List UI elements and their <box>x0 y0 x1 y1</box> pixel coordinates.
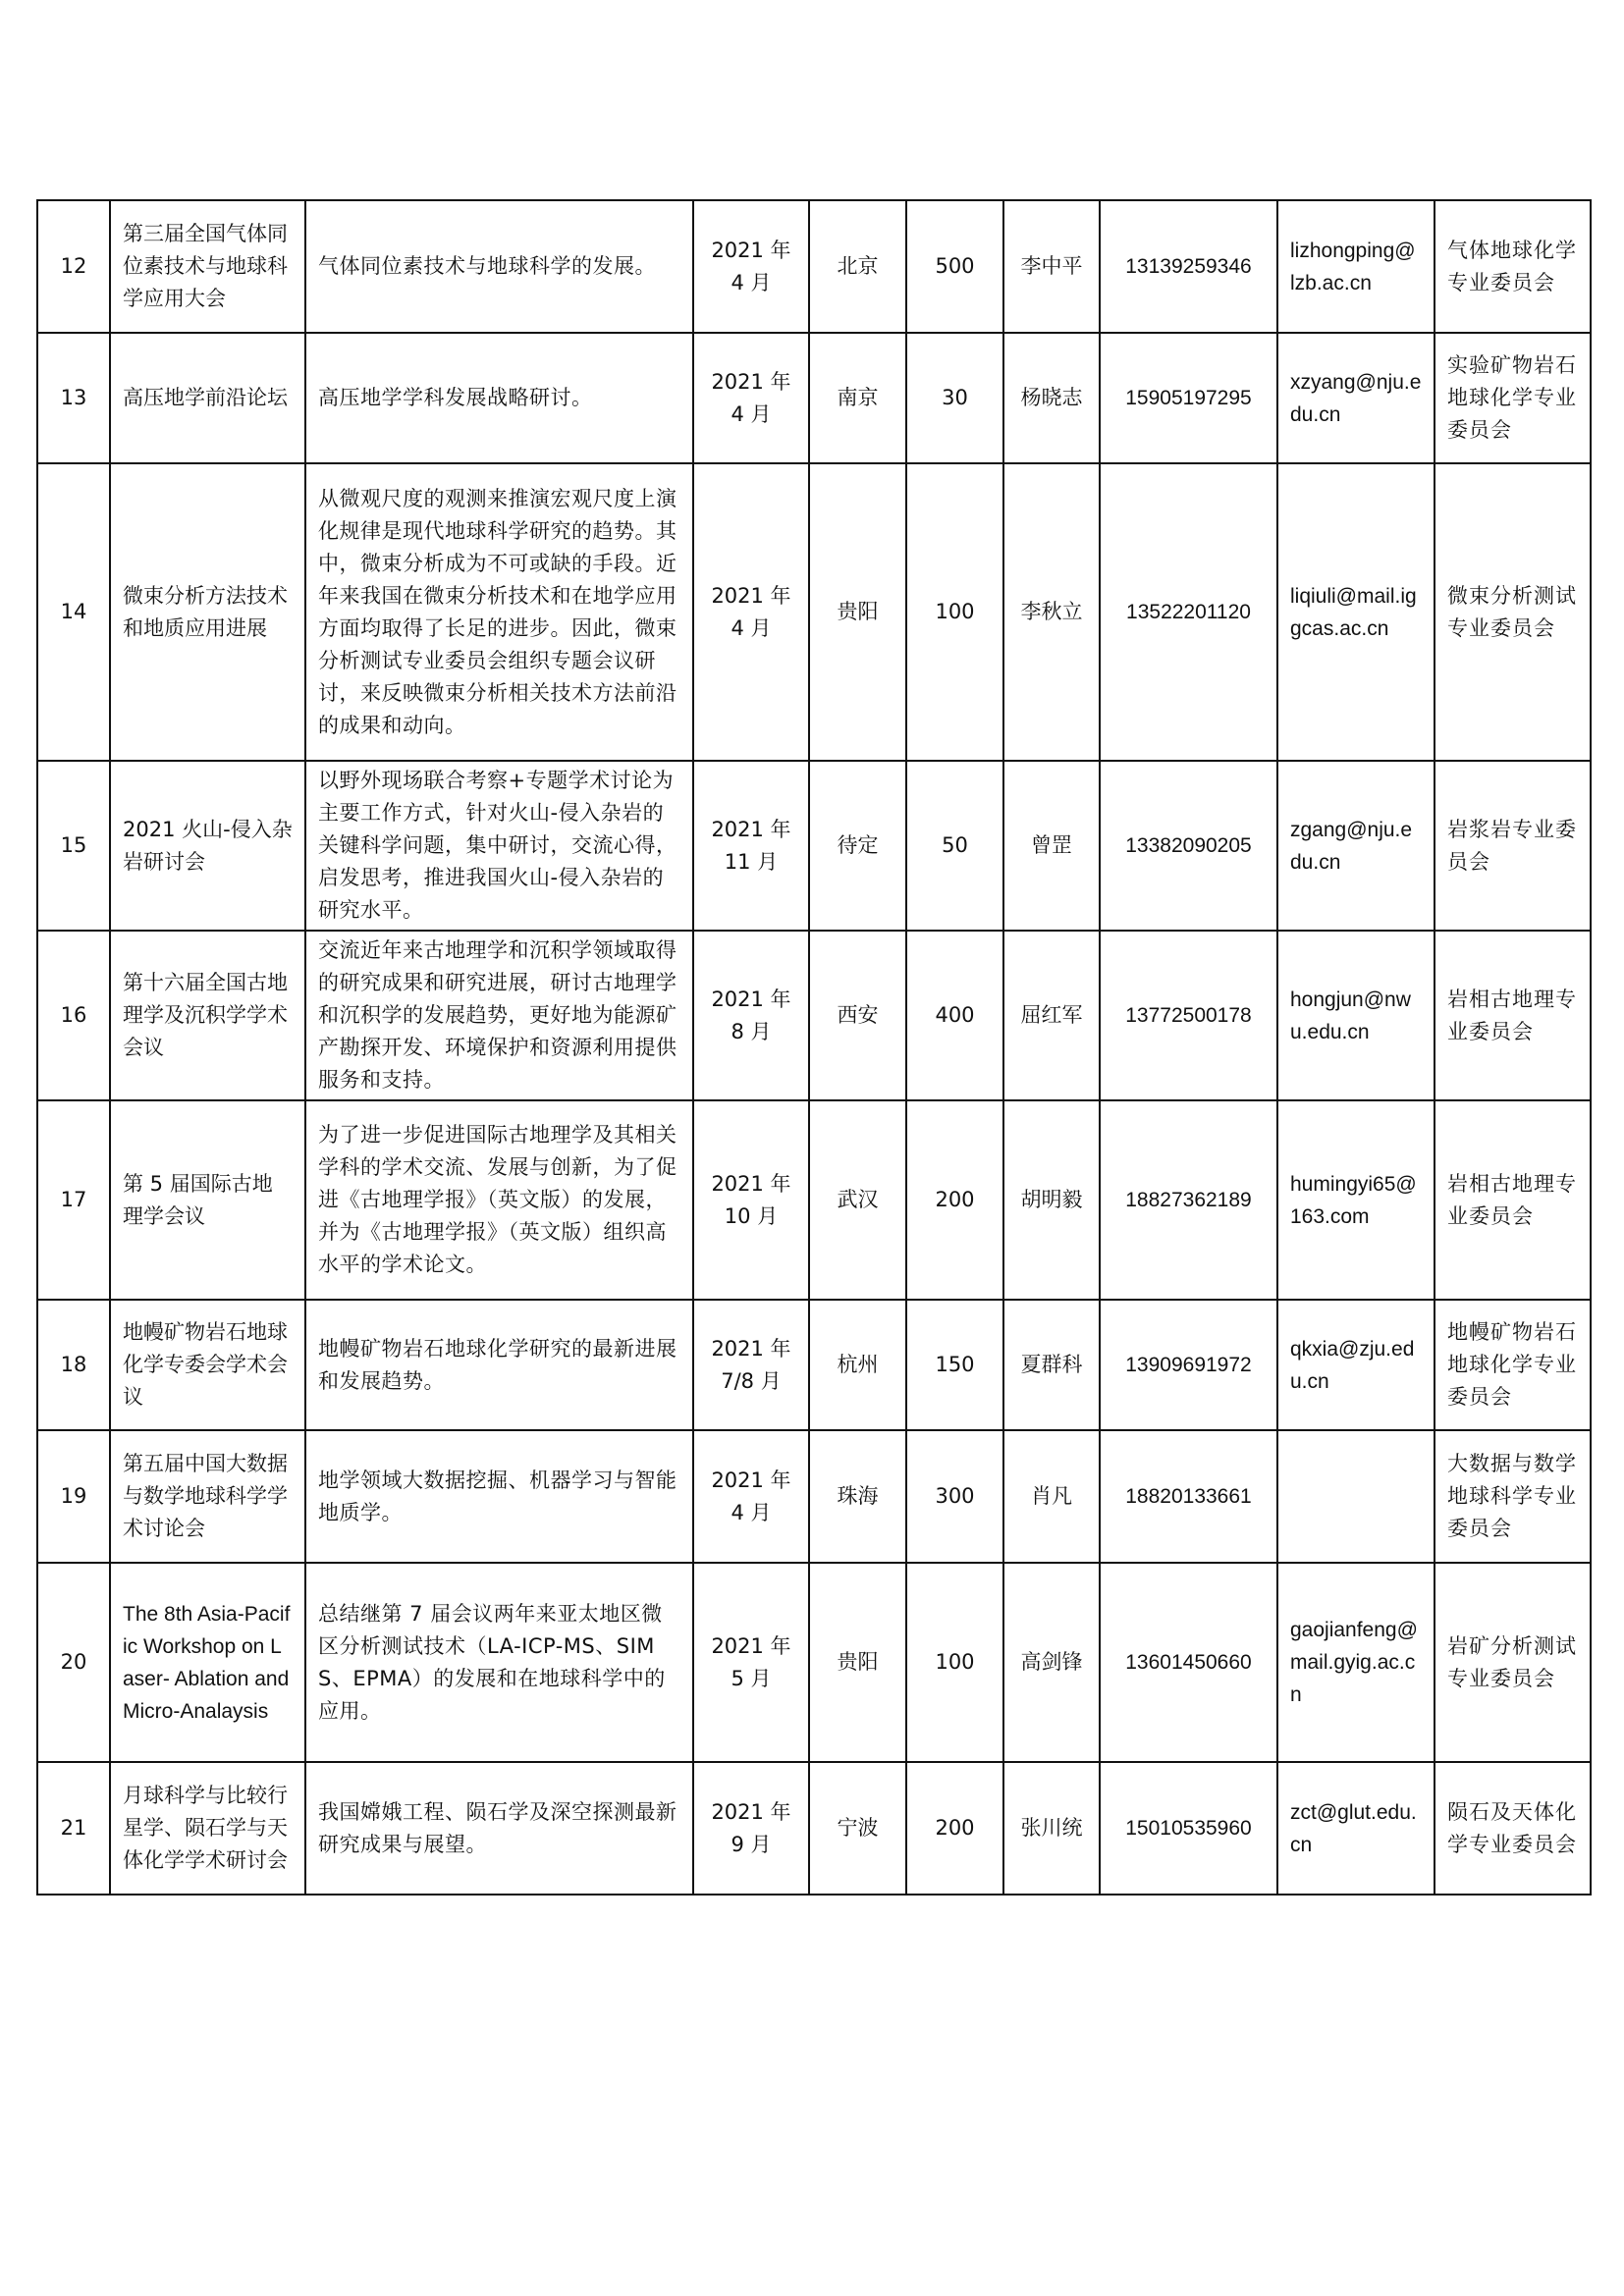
conference-time: 2021 年 5 月 <box>693 1563 809 1762</box>
contact-phone: 13772500178 <box>1100 931 1277 1100</box>
contact-phone: 13382090205 <box>1100 761 1277 931</box>
conference-time: 2021 年 4 月 <box>693 1430 809 1563</box>
table-row <box>37 463 1591 761</box>
table-row <box>37 333 1591 463</box>
organizer: 微束分析测试专业委员会 <box>1435 463 1591 761</box>
conference-place: 珠海 <box>809 1430 906 1563</box>
contact-email: liqiuli@mail.iggcas.ac.cn <box>1277 463 1435 761</box>
contact-phone: 13522201120 <box>1100 463 1277 761</box>
contact-phone: 13909691972 <box>1100 1300 1277 1430</box>
organizer: 地幔矿物岩石地球化学专业委员会 <box>1435 1300 1591 1430</box>
table-row <box>37 1300 1591 1430</box>
contact-phone: 13139259346 <box>1100 200 1277 333</box>
conference-topic: 交流近年来古地理学和沉积学领域取得的研究成果和研究进展，研讨古地理学和沉积学的发展趋势，更好地为能源矿产勘探开发、环境保护和资源利用提供服务和支持。 <box>305 931 693 1100</box>
row-number: 17 <box>37 1100 110 1300</box>
contact-email: qkxia@zju.edu.cn <box>1277 1300 1435 1430</box>
contact-email: zct@glut.edu. cn <box>1277 1762 1435 1895</box>
conference-size: 500 <box>906 200 1003 333</box>
conference-topic: 从微观尺度的观测来推演宏观尺度上演化规律是现代地球科学研究的趋势。其中，微束分析成为不可或缺的手段。近年来我国在微束分析技术和在地学应用方面均取得了长足的进步。因此，微束分析测试专业委员会组织专题会议研讨，来反映微束分析相关技术方法前沿的成果和动向。 <box>305 463 693 761</box>
conference-size: 200 <box>906 1762 1003 1895</box>
conference-place: 杭州 <box>809 1300 906 1430</box>
contact-email: xzyang@nju.edu.cn <box>1277 333 1435 463</box>
contact-person: 夏群科 <box>1003 1300 1100 1430</box>
row-number: 21 <box>37 1762 110 1895</box>
conference-time: 2021 年 4 月 <box>693 200 809 333</box>
row-number: 16 <box>37 931 110 1100</box>
table-row <box>37 761 1591 931</box>
conference-topic: 总结继第 7 届会议两年来亚太地区微区分析测试技术（LA-ICP-MS、SIMS、EPMA）的发展和在地球科学中的应用。 <box>305 1563 693 1762</box>
conference-topic: 以野外现场联合考察+专题学术讨论为主要工作方式，针对火山-侵入杂岩的关键科学问题，集中研讨，交流心得，启发思考，推进我国火山-侵入杂岩的研究水平。 <box>305 761 693 931</box>
contact-email: humingyi65@163.com <box>1277 1100 1435 1300</box>
organizer: 实验矿物岩石地球化学专业委员会 <box>1435 333 1591 463</box>
table-row <box>37 1563 1591 1762</box>
table-row <box>37 1762 1591 1895</box>
organizer: 岩矿分析测试专业委员会 <box>1435 1563 1591 1762</box>
conference-size: 100 <box>906 1563 1003 1762</box>
contact-person: 张川统 <box>1003 1762 1100 1895</box>
conference-time: 2021 年 9 月 <box>693 1762 809 1895</box>
conference-size: 150 <box>906 1300 1003 1430</box>
conference-size: 50 <box>906 761 1003 931</box>
row-number: 20 <box>37 1563 110 1762</box>
contact-person: 曾罡 <box>1003 761 1100 931</box>
conference-place: 北京 <box>809 200 906 333</box>
conference-name: 第 5 届国际古地理学会议 <box>110 1100 305 1300</box>
conference-place: 待定 <box>809 761 906 931</box>
conference-time: 2021 年 7/8 月 <box>693 1300 809 1430</box>
conference-topic: 为了进一步促进国际古地理学及其相关学科的学术交流、发展与创新，为了促进《古地理学报》（英文版）的发展，并为《古地理学报》（英文版）组织高水平的学术论文。 <box>305 1100 693 1300</box>
conference-size: 200 <box>906 1100 1003 1300</box>
contact-phone: 18820133661 <box>1100 1430 1277 1563</box>
conference-table <box>36 199 1592 1896</box>
conference-name: 2021 火山-侵入杂岩研讨会 <box>110 761 305 931</box>
conference-topic: 地学领域大数据挖掘、机器学习与智能地质学。 <box>305 1430 693 1563</box>
contact-person: 李秋立 <box>1003 463 1100 761</box>
conference-name: 第十六届全国古地理学及沉积学学术会议 <box>110 931 305 1100</box>
conference-place: 西安 <box>809 931 906 1100</box>
conference-time: 2021 年 4 月 <box>693 333 809 463</box>
contact-email: zgang@nju.edu.cn <box>1277 761 1435 931</box>
row-number: 14 <box>37 463 110 761</box>
contact-phone: 15010535960 <box>1100 1762 1277 1895</box>
conference-name: 高压地学前沿论坛 <box>110 333 305 463</box>
conference-place: 武汉 <box>809 1100 906 1300</box>
contact-email: lizhongping@ lzb.ac.cn <box>1277 200 1435 333</box>
contact-phone: 15905197295 <box>1100 333 1277 463</box>
conference-place: 宁波 <box>809 1762 906 1895</box>
conference-place: 贵阳 <box>809 1563 906 1762</box>
contact-email <box>1277 1430 1435 1563</box>
conference-name: 地幔矿物岩石地球化学专委会学术会议 <box>110 1300 305 1430</box>
contact-person: 屈红军 <box>1003 931 1100 1100</box>
table-row <box>37 200 1591 333</box>
contact-phone: 13601450660 <box>1100 1563 1277 1762</box>
conference-place: 贵阳 <box>809 463 906 761</box>
conference-time: 2021 年 11 月 <box>693 761 809 931</box>
row-number: 13 <box>37 333 110 463</box>
contact-person: 高剑锋 <box>1003 1563 1100 1762</box>
organizer: 气体地球化学专业委员会 <box>1435 200 1591 333</box>
contact-person: 胡明毅 <box>1003 1100 1100 1300</box>
row-number: 19 <box>37 1430 110 1563</box>
contact-person: 肖凡 <box>1003 1430 1100 1563</box>
organizer: 陨石及天体化学专业委员会 <box>1435 1762 1591 1895</box>
conference-name: 第三届全国气体同位素技术与地球科学应用大会 <box>110 200 305 333</box>
contact-person: 李中平 <box>1003 200 1100 333</box>
table-row <box>37 931 1591 1100</box>
row-number: 15 <box>37 761 110 931</box>
contact-email: hongjun@nwu.edu.cn <box>1277 931 1435 1100</box>
conference-name: 第五届中国大数据与数学地球科学学术讨论会 <box>110 1430 305 1563</box>
contact-email: gaojianfeng@mail.gyig.ac.cn <box>1277 1563 1435 1762</box>
conference-place: 南京 <box>809 333 906 463</box>
row-number: 12 <box>37 200 110 333</box>
conference-name: The 8th Asia-Pacific Workshop on Laser- Ablation and Micro-Analaysis <box>110 1563 305 1762</box>
contact-person: 杨晓志 <box>1003 333 1100 463</box>
conference-size: 30 <box>906 333 1003 463</box>
conference-topic: 我国嫦娥工程、陨石学及深空探测最新研究成果与展望。 <box>305 1762 693 1895</box>
contact-phone: 18827362189 <box>1100 1100 1277 1300</box>
conference-name: 微束分析方法技术和地质应用进展 <box>110 463 305 761</box>
table-body <box>37 200 1591 1895</box>
organizer: 岩相古地理专业委员会 <box>1435 1100 1591 1300</box>
conference-time: 2021 年 10 月 <box>693 1100 809 1300</box>
organizer: 大数据与数学地球科学专业委员会 <box>1435 1430 1591 1563</box>
table-row <box>37 1100 1591 1300</box>
conference-size: 300 <box>906 1430 1003 1563</box>
organizer: 岩浆岩专业委员会 <box>1435 761 1591 931</box>
conference-time: 2021 年 8 月 <box>693 931 809 1100</box>
organizer: 岩相古地理专业委员会 <box>1435 931 1591 1100</box>
conference-topic: 地幔矿物岩石地球化学研究的最新进展和发展趋势。 <box>305 1300 693 1430</box>
conference-name: 月球科学与比较行星学、陨石学与天体化学学术研讨会 <box>110 1762 305 1895</box>
row-number: 18 <box>37 1300 110 1430</box>
conference-size: 100 <box>906 463 1003 761</box>
conference-size: 400 <box>906 931 1003 1100</box>
conference-topic: 气体同位素技术与地球科学的发展。 <box>305 200 693 333</box>
conference-time: 2021 年 4 月 <box>693 463 809 761</box>
conference-topic: 高压地学学科发展战略研讨。 <box>305 333 693 463</box>
table-row <box>37 1430 1591 1563</box>
